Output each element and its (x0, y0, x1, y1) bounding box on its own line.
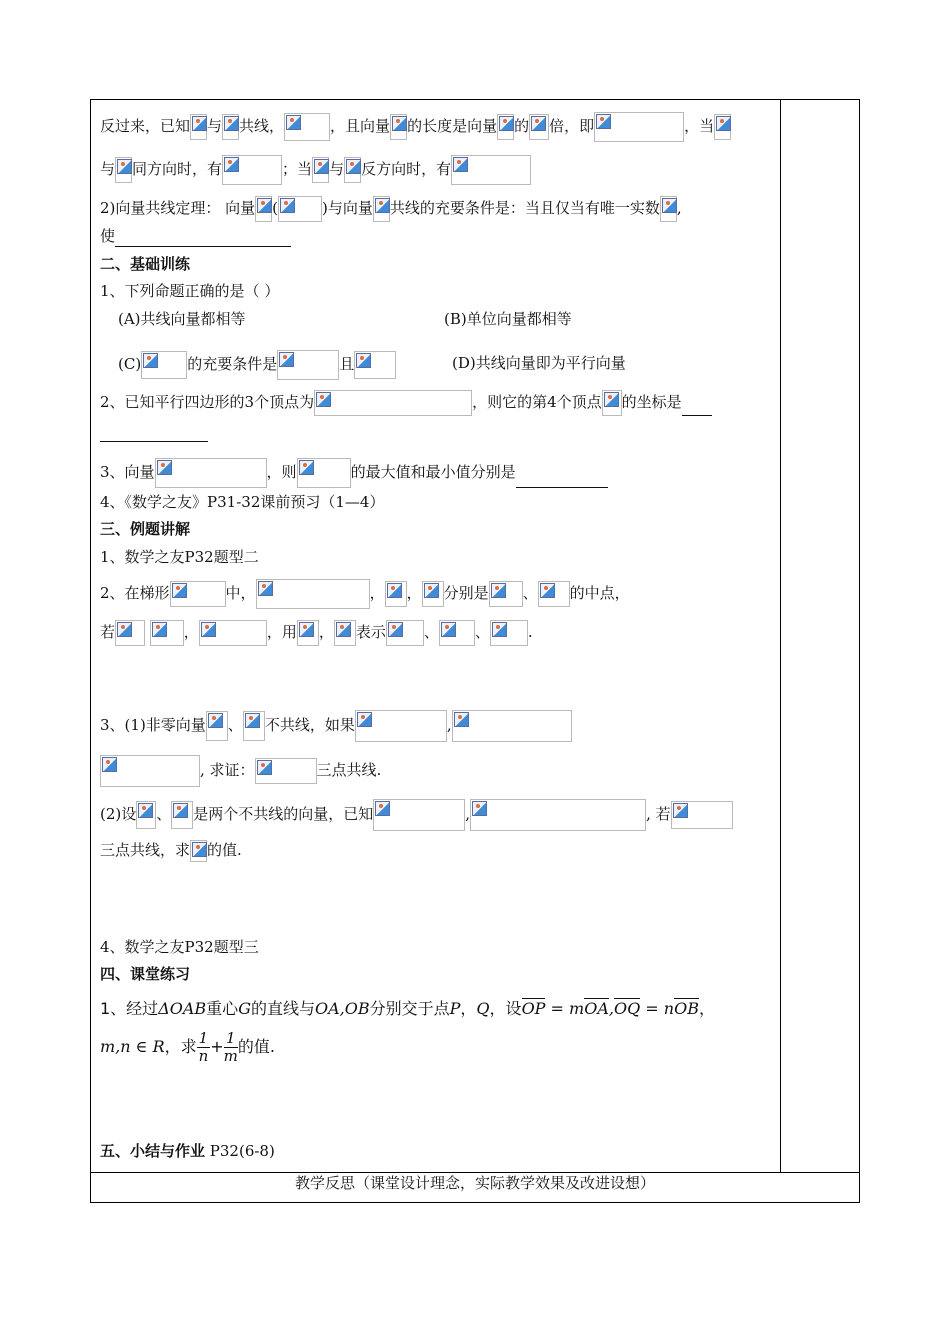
formula-image (136, 801, 156, 829)
question-1-stem: 1、下列命题正确的是（ ） (100, 282, 280, 300)
formula-image (538, 581, 570, 607)
formula-image (451, 155, 531, 185)
answer-blank (516, 471, 608, 488)
formula-image (284, 113, 330, 141)
formula-image (660, 196, 677, 222)
question-2-blank (100, 420, 208, 442)
example-3-part-2: (2)设 、 是两个不共线的向量，已知 , , 若 (100, 799, 733, 831)
formula-image (171, 801, 193, 829)
example-2-condition: 若 ， ，用 ， 表示 、 、 . (100, 620, 533, 646)
formula-image (199, 620, 267, 646)
formula-image (206, 711, 228, 741)
formula-image (385, 581, 407, 607)
formula-image (255, 758, 317, 784)
formula-image (256, 579, 370, 609)
example-1: 1、数学之友P32题型二 (100, 548, 259, 566)
formula-image (386, 620, 424, 646)
formula-image (222, 114, 239, 140)
line-reverse: 反过来，已知 与 共线， ，且向量 的长度是向量 的 倍，即 ，当 (100, 112, 731, 142)
formula-image (150, 620, 184, 646)
option-c: (C) 的充要条件是 且 (118, 350, 396, 380)
formula-image (222, 155, 282, 185)
option-a: (A)共线向量都相等 (118, 310, 246, 328)
formula-image (422, 581, 444, 607)
formula-image (297, 458, 351, 488)
formula-image (355, 710, 447, 742)
formula-image (190, 840, 207, 862)
collinear-theorem: 2)向量共线定理： 向量 ( )与向量 共线的充要条件是：当且仅当有唯一实数 , (100, 196, 682, 222)
question-4: 4、《数学之友》P31-32课前预习（1—4） (100, 493, 385, 511)
line-direction: 与 同方向时，有 ；当 与 反方向时，有 (100, 155, 531, 185)
formula-image (100, 755, 200, 787)
formula-image (314, 390, 472, 416)
practice-1: 1、经过ΔOAB重心G的直线与OA,OB分别交于点P，Q，设OP = mOA,OQ = nOB， (100, 999, 715, 1018)
formula-image (373, 196, 390, 222)
formula-image (594, 112, 684, 142)
formula-image (115, 157, 132, 183)
formula-image (602, 390, 622, 416)
section-basic-training: 二、基础训练 (100, 255, 191, 273)
formula-image (671, 801, 733, 829)
formula-image (489, 581, 523, 607)
formula-image (277, 350, 339, 380)
formula-image (490, 620, 528, 646)
formula-image (115, 620, 145, 646)
formula-image (334, 620, 356, 646)
formula-image (470, 799, 646, 831)
section-practice: 四、课堂练习 (100, 965, 191, 983)
formula-image (312, 157, 329, 183)
section-examples: 三、例题讲解 (100, 520, 191, 538)
question-3: 3、向量 ，则 的最大值和最小值分别是 (100, 458, 608, 488)
formula-image (170, 581, 226, 607)
formula-image (243, 711, 265, 741)
option-d: (D)共线向量即为平行向量 (452, 354, 626, 372)
formula-image (390, 114, 407, 140)
practice-1-cont: m,n ∈ R，求 $\frac{1}{n}$ + $\frac{1}{m}$ 的值. (100, 1029, 275, 1065)
formula-image (529, 114, 549, 140)
table-divider-vertical (780, 99, 781, 1172)
question-2: 2、已知平行四边形的3个顶点为 ，则它的第4个顶点 的坐标是 (100, 390, 712, 416)
formula-image (354, 351, 396, 379)
example-4: 4、数学之友P32题型三 (100, 938, 259, 956)
formula-image (373, 799, 465, 831)
formula-image (141, 351, 187, 379)
formula-image (497, 114, 514, 140)
example-3-part-1: 3、(1)非零向量 、 不共线，如果 , (100, 710, 572, 742)
fraction-1-over-m: $\frac{1}{m}$ (223, 1029, 238, 1065)
formula-image (255, 196, 272, 222)
formula-image (439, 620, 475, 646)
formula-image (278, 196, 322, 222)
formula-image (714, 114, 731, 140)
formula-image (190, 114, 207, 140)
formula-image (155, 458, 267, 488)
section-summary: 五、小结与作业 P32(6-8) (100, 1142, 275, 1160)
fraction-1-over-n: $\frac{1}{n}$ (198, 1029, 209, 1065)
option-b: (B)单位向量都相等 (444, 310, 572, 328)
example-3-part-1-cont: , 求证： 三点共线. (100, 755, 381, 787)
formula-image (452, 710, 572, 742)
answer-blank (682, 399, 712, 416)
answer-blank (115, 228, 291, 247)
formula-image (297, 620, 319, 646)
formula-image (344, 157, 361, 183)
line-such-that: 使 (100, 225, 291, 247)
teaching-reflection: 教学反思（课堂设计理念，实际教学效果及改进设想） (294, 1174, 655, 1192)
example-3-part-2-cont: 三点共线，求 的值. (100, 839, 242, 862)
example-2: 2、在梯形 中， ， ， 分别是 、 的中点， (100, 579, 630, 609)
answer-blank (100, 425, 208, 442)
